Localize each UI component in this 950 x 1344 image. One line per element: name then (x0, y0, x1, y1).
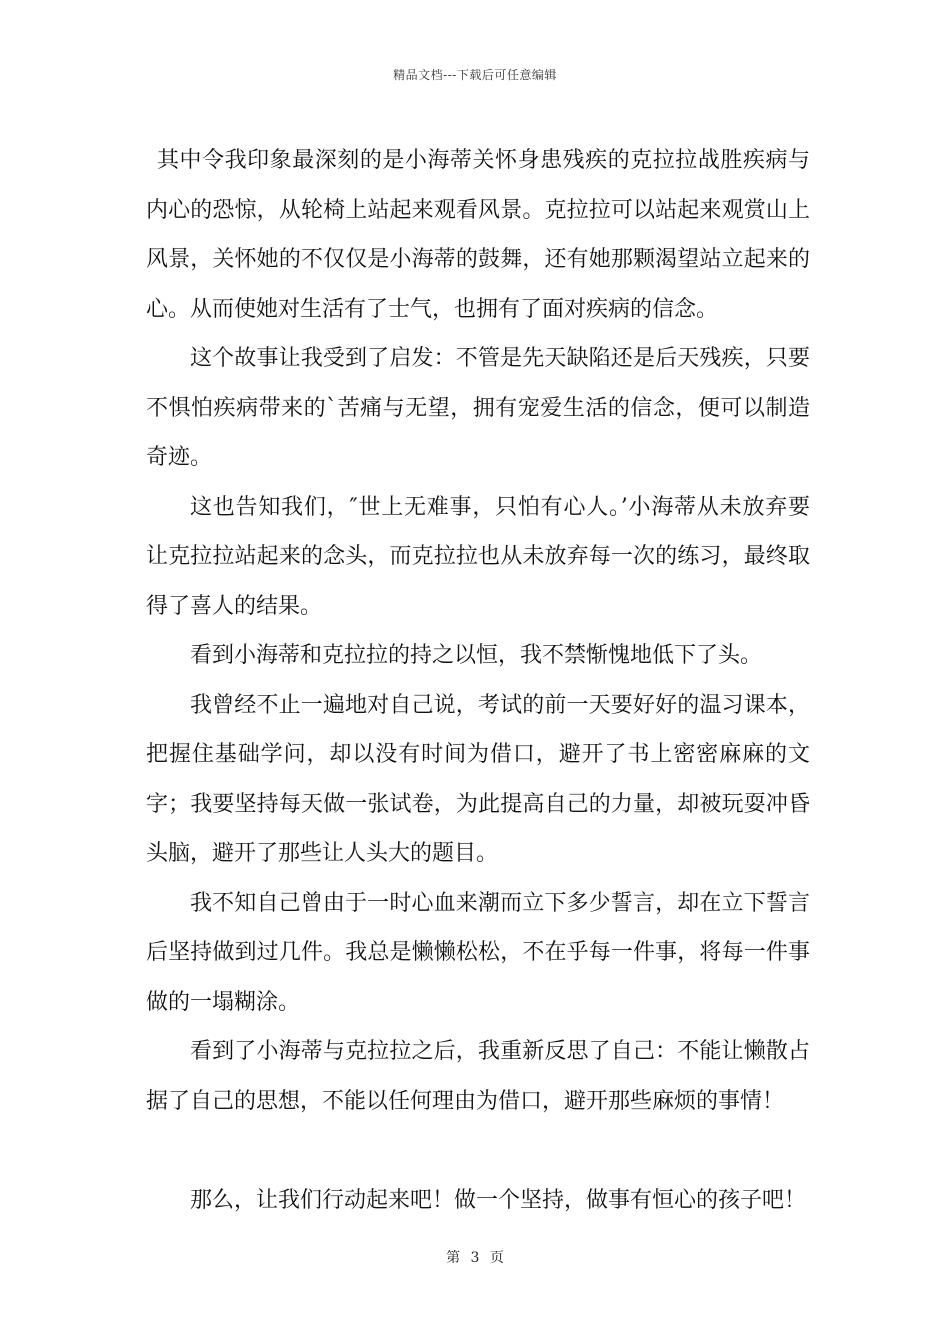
footer-suffix: 页 (489, 1250, 504, 1266)
page-footer (0, 1247, 950, 1267)
paragraph-3: 这也告知我们，″世上无难事，只怕有心人。’小海蒂从未放弃要让克拉拉站起来的念头，而克拉拉也从未放弃每一次的练习，最终取得了喜人的结果。 (146, 494, 810, 619)
page-number: 3 (470, 1250, 480, 1266)
paragraph-6: 我不知自己曾由于一时心血来潮而立下多少誓言，却在立下誓言后坚持做到过几件。我总是懒懒松松，不在乎每一件事，将每一件事做的一塌糊涂。 (146, 890, 810, 1015)
page-header: 精品文档---下载后可任意编辑 (393, 68, 557, 82)
paragraph-4: 看到小海蒂和克拉拉的持之以恒，我不禁惭愧地低下了头。 (190, 643, 763, 668)
paragraph-8: 那么，让我们行动起来吧！做一个坚持，做事有恒心的孩子吧！ (190, 1187, 807, 1213)
paragraph-2: 这个故事让我受到了启发：不管是先天缺陷还是后天残疾，只要不惧怕疾病带来的`苦痛与无望，拥有宠爱生活的信念，便可以制造奇迹。 (146, 346, 810, 470)
paragraph-1: 其中令我印象最深刻的是小海蒂关怀身患残疾的克拉拉战胜疾病与内心的恐惊，从轮椅上站起来观看风景。克拉拉可以站起来观赏山上风景，关怀她的不仅仅是小海蒂的鼓舞，还有她那颗渴望站立起来的心。从而使她对生活有了士气，也拥有了面对疾病的信念。 (146, 148, 810, 322)
document-body (146, 136, 810, 1225)
paragraph-7: 看到了小海蒂与克拉拉之后，我重新反思了自己：不能让懒散占据了自己的思想，不能以任何理由为借口，避开那些麻烦的事情！ (146, 1039, 810, 1114)
paragraph-5: 我曾经不止一遍地对自己说，考试的前一天要好好的温习课本，把握住基础学问，却以没有时间为借口，避开了书上密密麻麻的文字；我要坚持每天做一张试卷，为此提高自己的力量，却被玩耍冲昏头脑，避开了那些让人头大的题目。 (146, 692, 810, 866)
footer-prefix: 第 (446, 1250, 461, 1266)
